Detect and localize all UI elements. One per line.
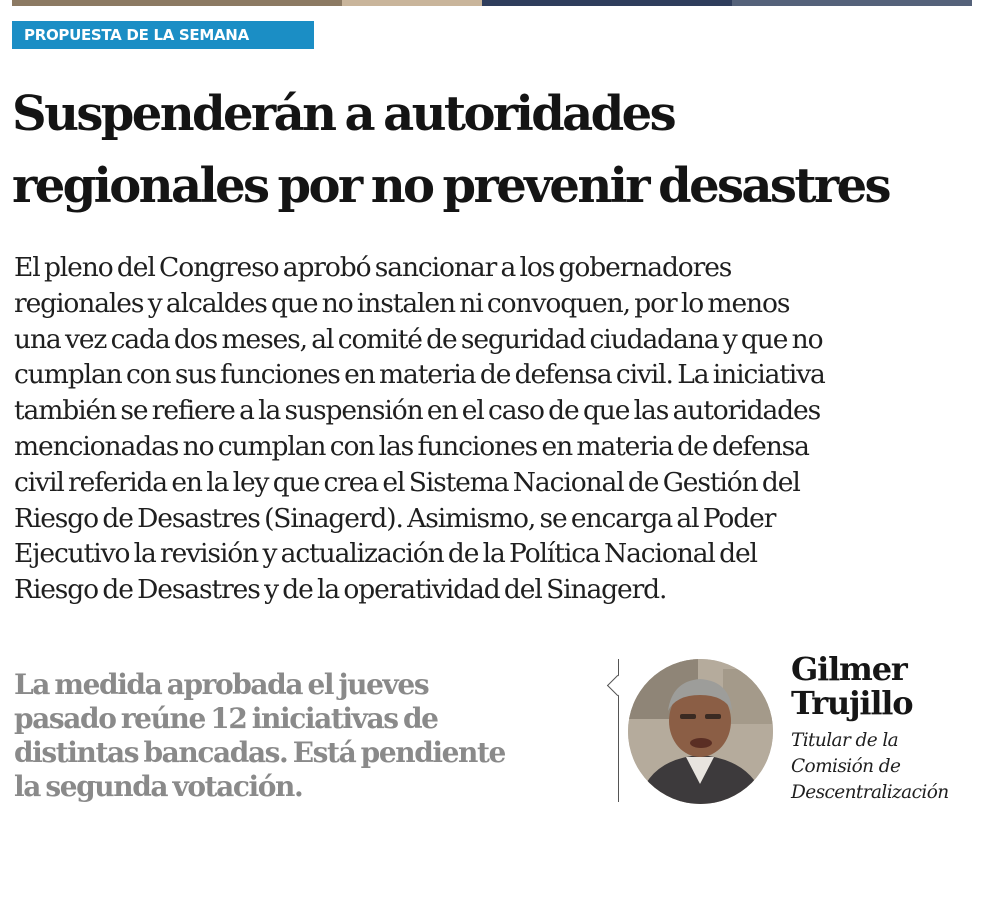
person-role-line: Titular de la	[791, 730, 899, 751]
body-line: también se refiere a la suspensión en el caso de que las autoridades	[14, 395, 821, 427]
body-line: Ejecutivo la revisión y actualización de la Política Nacional del	[14, 538, 757, 570]
person-name-line: Gilmer	[791, 650, 907, 688]
body-line: regionales y alcaldes que no instalen ni convoquen, por lo menos	[14, 287, 790, 319]
body-line: civil referida en la ley que crea el Sistema Nacional de Gestión del	[14, 466, 800, 498]
person-role-line: Descentralización	[791, 782, 949, 803]
quote-divider-notch	[607, 675, 628, 696]
body-line: cumplan con sus funciones en materia de defensa civil. La iniciativa	[14, 359, 825, 391]
body-line: una vez cada dos meses, al comité de seguridad ciudadana y que no	[14, 323, 823, 355]
pull-quote-line: pasado reúne 12 iniciativas de	[14, 702, 438, 735]
headline	[12, 78, 987, 222]
body-line: Riesgo de Desastres y de la operatividad del Sinagerd.	[14, 574, 667, 606]
headline-line: Suspenderán a autoridades	[12, 86, 675, 142]
person-role	[791, 728, 991, 806]
body-line: mencionadas no cumplan con las funciones en materia de defensa	[14, 430, 809, 462]
person-name	[791, 652, 991, 720]
section-tag: PROPUESTA DE LA SEMANA	[12, 21, 314, 49]
person-role-line: Comisión de	[791, 756, 901, 777]
pull-quote-line: la segunda votación.	[14, 770, 303, 803]
body-line: El pleno del Congreso aprobó sancionar a los gobernadores	[14, 252, 732, 283]
portrait-photo	[628, 659, 773, 804]
pull-quote-line: distintas bancadas. Está pendiente	[14, 736, 505, 769]
person-name-line: Trujillo	[791, 684, 913, 722]
headline-line: regionales por no prevenir desastres	[12, 158, 889, 214]
top-photo-strip	[12, 0, 972, 6]
pull-quote	[14, 668, 574, 804]
pull-quote-line: La medida aprobada el jueves	[14, 668, 429, 701]
body-line: Riesgo de Desastres (Sinagerd). Asimismo, se encarga al Poder	[14, 502, 776, 534]
avatar	[628, 659, 773, 804]
article-body	[14, 250, 989, 608]
